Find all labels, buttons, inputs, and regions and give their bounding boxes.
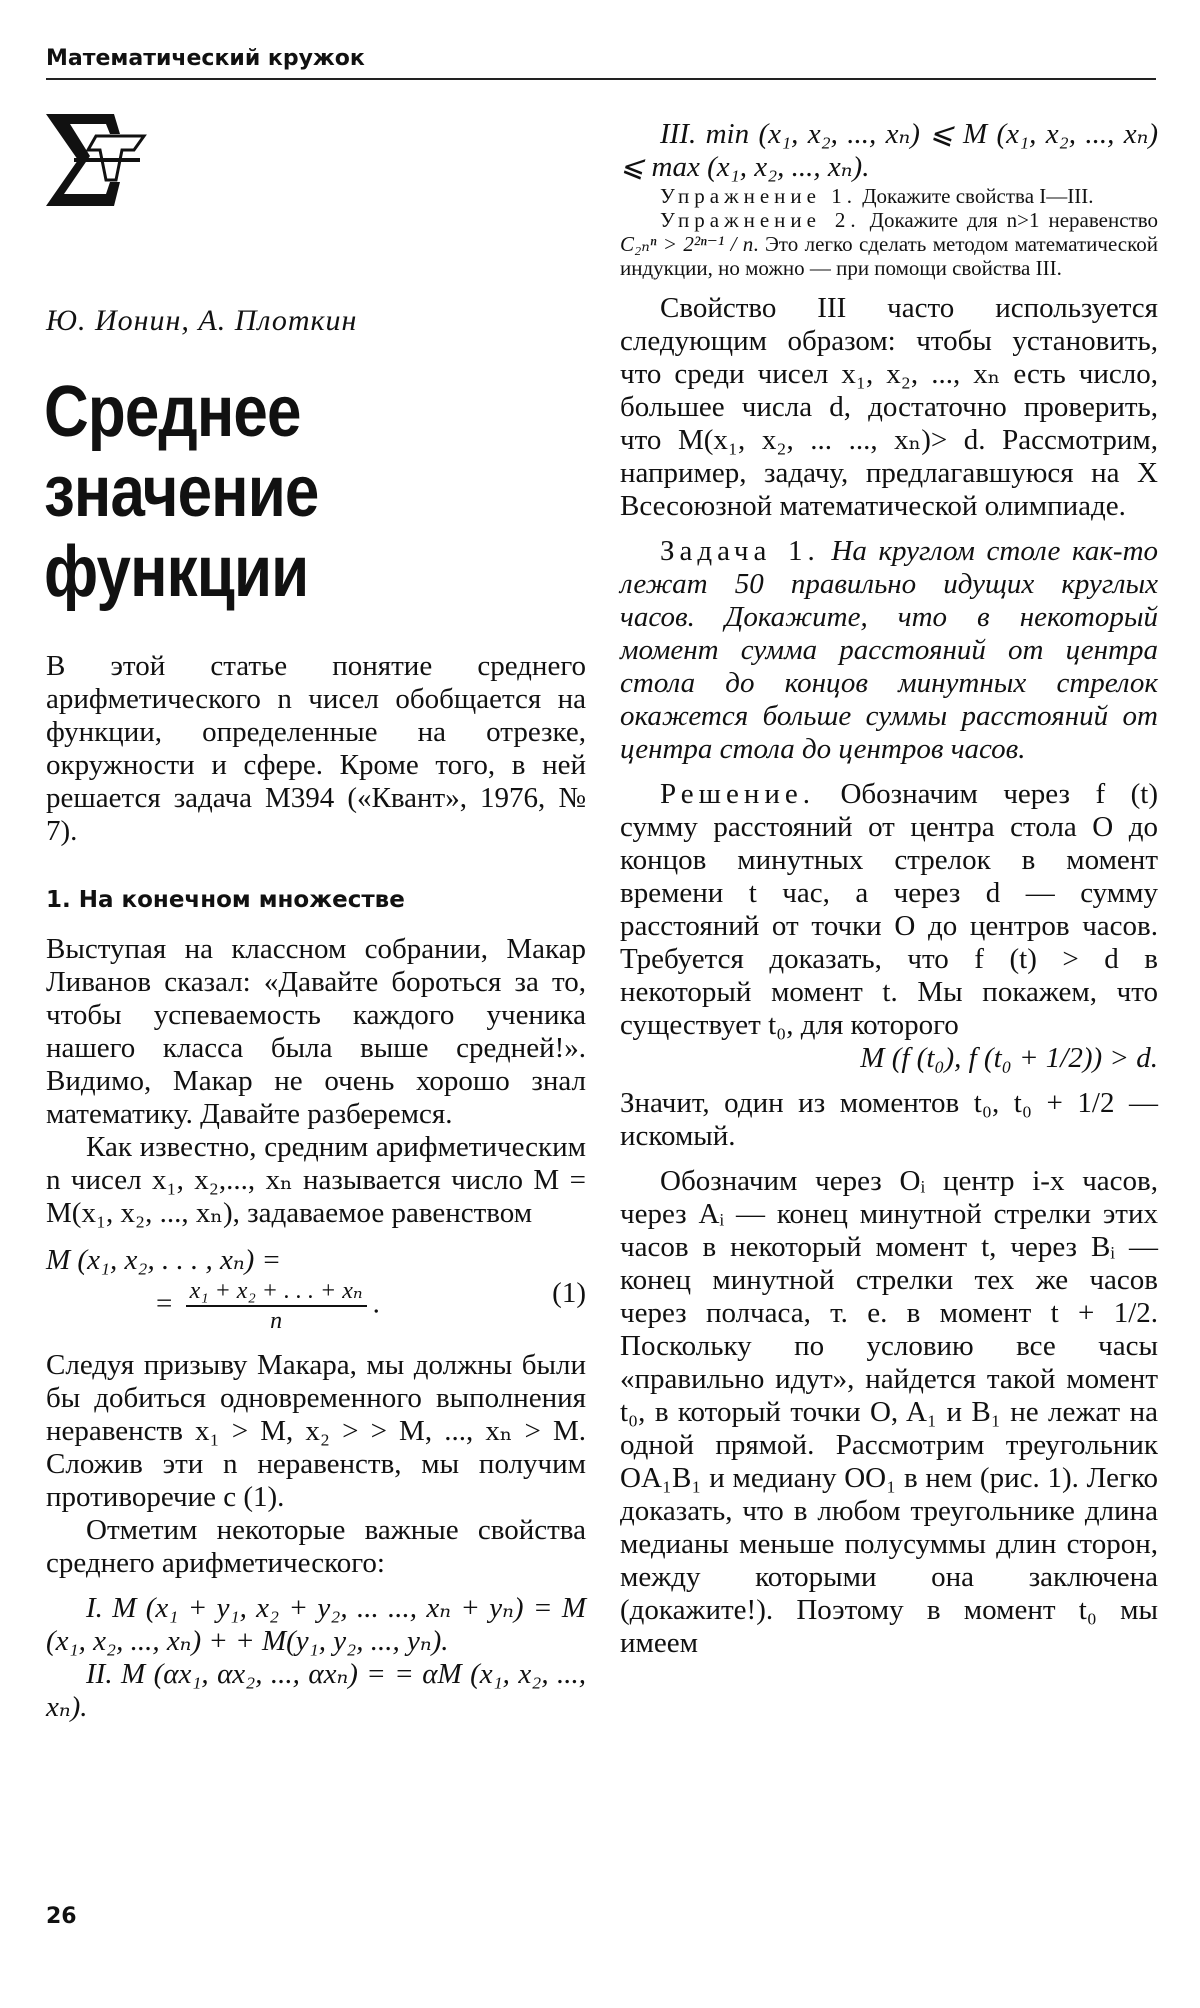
intro-paragraph: В этой статье понятие среднего арифметического n чисел обобщается на функции, определенные на отрезке, окружности и сфере. Кроме того, в ней решается задача М394 («Квант», 1976, № 7). [46, 650, 586, 847]
paragraph: Как известно, средним арифметическим n чисел x₁, x₂,..., xₙ называется число M = M(x₁, x₂, ..., xₙ), задаваемое равенством [46, 1131, 586, 1229]
paragraph: Отметим некоторые важные свойства среднего арифметического: [46, 1514, 586, 1579]
title-line: значение [44, 452, 319, 532]
title-line: Среднее [44, 372, 301, 452]
exercise-2 [620, 208, 1158, 280]
title-line: функции [44, 532, 309, 612]
exercise-text: . Это легко сделать методом математической индукции, но можно — при помощи свойства III. [620, 232, 1158, 280]
exercise-1 [620, 184, 1158, 208]
article-title [44, 372, 318, 612]
section-rubric: Математический кружок [46, 46, 365, 71]
paragraph: Обозначим через Oᵢ центр i-х часов, через Aᵢ — конец минутной стрелки этих часов в некоторый момент t, через Bᵢ — конец минутной стрелки тех же часов через полчаса, т. е. в момент t + 1/2. Поскольку по условию все часы «правильно идут», найдется такой момент t₀, в который точки O, A₁ и B₁ не лежат на одной прямой. Рассмотрим треугольник OA₁B₁ и медиану OO₁ в нем (рис. 1). Легко доказать, что в любом треугольнике длина медианы меньше полусуммы длин сторон, между которыми она заключена (докажите!). Поэтому в момент t₀ мы имеем [620, 1165, 1158, 1659]
formula-1: M (x₁, x₂, . . . , xₙ) = = $\frac{\text{x₁ + x₂ + . . . + xₙ}}{n}$ . (1) [46, 1244, 586, 1334]
fraction-numerator: x₁ + x₂ + . . . + xₙ [186, 1277, 367, 1307]
section-heading: 1. На конечном множестве [46, 887, 405, 913]
paragraph: Значит, один из моментов t₀, t₀ + 1/2 — искомый. [620, 1087, 1158, 1152]
left-column [46, 650, 586, 1724]
solution [620, 778, 1158, 1042]
task-1 [620, 535, 1158, 766]
page-number: 26 [46, 1904, 77, 1929]
exercise-text: Докажите свойства I—III. [862, 184, 1094, 208]
paragraph: Свойство III часто используется следующим образом: чтобы установить, что среди чисел x₁, x₂, ..., xₙ есть число, большее числа d, достаточно проверить, что M(x₁, x₂, ... ..., xₙ)> d. Рассмотрим, например, задачу, предлагавшуюся на X Всесоюзной математической олимпиаде. [620, 292, 1158, 522]
fraction-denominator: n [270, 1308, 283, 1334]
property-1: I. M (x₁ + y₁, x₂ + y₂, ... ..., xₙ + yₙ) = M (x₁, x₂, ..., xₙ) + + M(y₁, y₂, ..., yₙ). [46, 1592, 586, 1657]
equation-number: (1) [552, 1277, 586, 1309]
right-column [620, 118, 1158, 1660]
exercise-text: Докажите для n>1 неравенство [869, 208, 1158, 232]
solution-formula: M (f (t₀), f (t₀ + 1/2)) > d. [860, 1042, 1158, 1074]
task-text: На круглом столе как-то лежат 50 правильно идущих круглых часов. Докажите, что в некоторый момент сумма расстояний от центра стола до концов минутных стрелок окажется больше суммы расстояний от центра стола до центров часов. [620, 535, 1159, 765]
article-authors: Ю. Ионин, А. Плоткин [46, 304, 358, 337]
header-rule [46, 78, 1156, 80]
formula-fraction [186, 1277, 367, 1335]
exercise-formula: C₂ₙⁿ > 2²ⁿ⁻¹ / n [620, 232, 754, 256]
paragraph: Выступая на классном собрании, Макар Ливанов сказал: «Давайте бороться за то, чтобы успеваемость каждого ученика нашего класса была выше средней!». Видимо, Макар не очень хорошо знал математику. Давайте разберемся. [46, 933, 586, 1130]
exercise-label: Упражнение 2. [660, 208, 861, 232]
formula-lhs: M (x₁, x₂, . . . , xₙ) = [46, 1244, 282, 1276]
solution-text: Обозначим через f (t) сумму расстояний от центра стола O до концов минутных стрелок в момент времени t час, а через d — сумму расстояний от точки O до центров часов. Требуется доказать, что f (t) > d в некоторый момент t. Мы покажем, что существует t₀, для которого [620, 778, 1158, 1041]
property-2: II. M (αx₁, αx₂, ..., αxₙ) = = αM (x₁, x₂, ..., xₙ). [46, 1658, 586, 1723]
sigma-logo-icon [44, 110, 149, 210]
exercise-label: Упражнение 1. [660, 184, 857, 208]
paragraph: Следуя призыву Макара, мы должны были бы добиться одновременного выполнения неравенств x₁ > M, x₂ > > M, ..., xₙ > M. Сложив эти n неравенств, мы получим противоречие с (1). [46, 1349, 586, 1513]
task-label: Задача 1. [660, 535, 820, 567]
property-3: III. min (x₁, x₂, ..., xₙ) ⩽ M (x₁, x₂, ..., xₙ) ⩽ max (x₁, x₂, ..., xₙ). [620, 118, 1158, 183]
solution-label: Решение. [660, 778, 815, 810]
